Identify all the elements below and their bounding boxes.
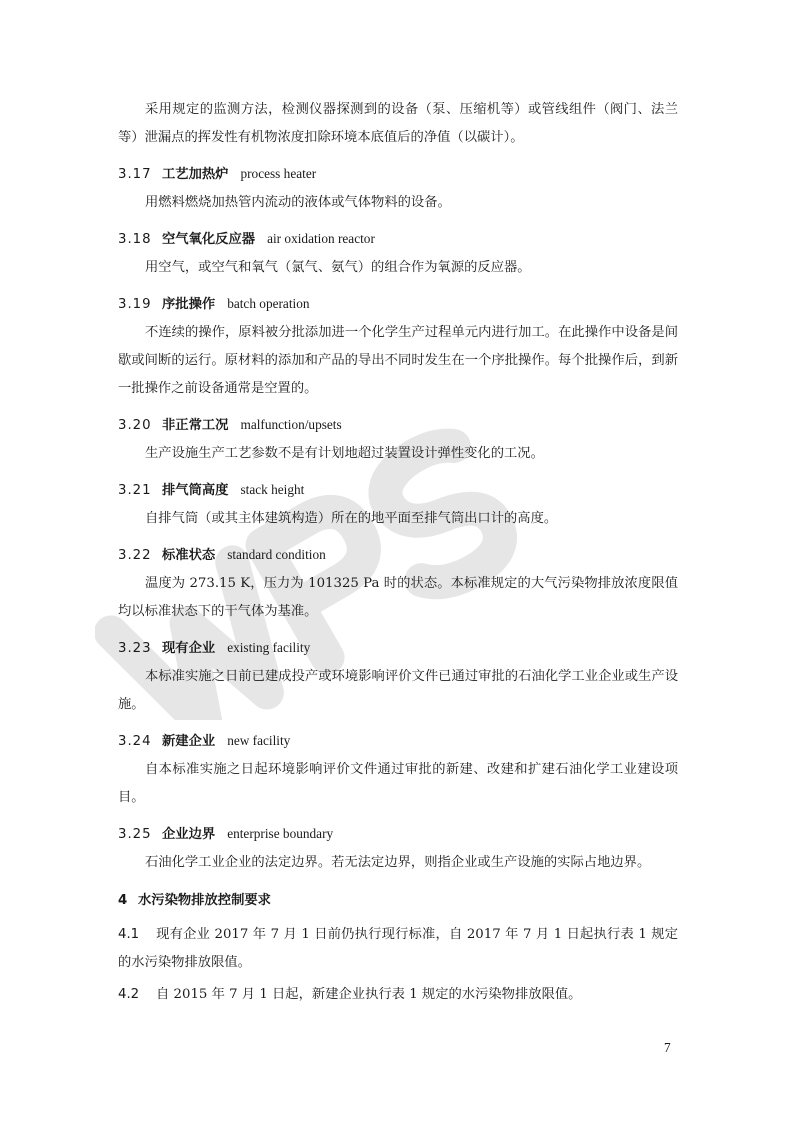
- clause-number: 4.2: [118, 987, 140, 1002]
- definition-number: 3.25: [118, 827, 152, 842]
- definition-3-18: [118, 229, 678, 282]
- definition-3-19: [118, 294, 678, 403]
- definition-heading: [118, 731, 678, 752]
- definition-heading: [118, 164, 678, 185]
- clause-body: 自 2015 年 7 月 1 日起，新建企业执行表 1 规定的水污染物排放限值。: [156, 987, 582, 1002]
- definition-english: stack height: [240, 482, 305, 497]
- definition-body: 石油化学工业企业的法定边界。若无法定边界，则指企业或生产设施的实际占地边界。: [145, 855, 651, 870]
- definition-term: 工艺加热炉: [162, 167, 229, 182]
- page-number: 7: [664, 1040, 671, 1055]
- definition-term: 非正常工况: [162, 418, 229, 433]
- section-title: 水污染物排放控制要求: [138, 893, 271, 908]
- definition-english: batch operation: [227, 296, 310, 311]
- definition-english: new facility: [227, 733, 291, 748]
- definition-number: 3.17: [118, 167, 152, 182]
- definition-number: 3.20: [118, 418, 152, 433]
- definition-3-23: [118, 638, 678, 719]
- definition-body: 用空气，或空气和氧气（氯气、氨气）的组合作为氧源的反应器。: [145, 260, 531, 275]
- intro-paragraph: 采用规定的监测方法，检测仪器探测到的设备（泵、压缩机等）或管线组件（阀门、法兰等）泄漏点的挥发性有机物浓度扣除环境本底值后的净值（以碳计）。: [118, 102, 678, 145]
- definition-body: 本标准实施之日前已建成投产或环境影响评价文件已通过审批的石油化学工业企业或生产设施。: [118, 669, 678, 712]
- definition-term: 序批操作: [162, 297, 216, 312]
- clause-4-1: [118, 921, 678, 977]
- definition-term: 标准状态: [162, 548, 216, 563]
- definition-english: existing facility: [227, 640, 311, 655]
- definition-english: air oxidation reactor: [267, 231, 375, 246]
- section-heading: [118, 891, 678, 911]
- definition-english: enterprise boundary: [227, 826, 334, 841]
- definition-heading: [118, 229, 678, 250]
- definition-3-20: [118, 415, 678, 468]
- definition-term: 空气氧化反应器: [162, 232, 256, 247]
- definition-english: process heater: [240, 166, 317, 181]
- section-number: 4: [118, 893, 128, 908]
- definition-heading: [118, 294, 678, 315]
- definition-number: 3.19: [118, 297, 152, 312]
- definition-body: 自本标准实施之日起环境影响评价文件通过审批的新建、改建和扩建石油化学工业建设项目。: [118, 762, 678, 805]
- document-body: [118, 96, 678, 1009]
- definition-number: 3.24: [118, 734, 152, 749]
- definition-heading: [118, 638, 678, 659]
- definition-number: 3.21: [118, 483, 152, 498]
- definition-3-25: [118, 824, 678, 877]
- definition-number: 3.22: [118, 548, 152, 563]
- definition-heading: [118, 480, 678, 501]
- clause-4-2: [118, 981, 678, 1009]
- definition-body: 温度为 273.15 K，压力为 101325 Pa 时的状态。本标准规定的大气污染物排放浓度限值均以标准状态下的干气体为基准。: [118, 576, 678, 619]
- definition-term: 企业边界: [162, 827, 216, 842]
- definition-heading: [118, 415, 678, 436]
- definition-term: 现有企业: [162, 641, 216, 656]
- definition-3-22: [118, 545, 678, 626]
- definition-term: 新建企业: [162, 734, 216, 749]
- definition-number: 3.23: [118, 641, 152, 656]
- definition-english: standard condition: [227, 547, 326, 562]
- definition-heading: [118, 545, 678, 566]
- definition-3-21: [118, 480, 678, 533]
- definition-body: 不连续的操作，原料被分批添加进一个化学生产过程单元内进行加工。在此操作中设备是间歇或间断的运行。原材料的添加和产品的导出不同时发生在一个序批操作。每个批操作后，到新一批操作之前设备通常是空置的。: [118, 325, 678, 396]
- definition-3-24: [118, 731, 678, 812]
- definition-3-17: [118, 164, 678, 217]
- definition-number: 3.18: [118, 232, 152, 247]
- definition-body: 生产设施生产工艺参数不是有计划地超过装置设计弹性变化的工况。: [145, 446, 544, 461]
- definition-heading: [118, 824, 678, 845]
- clause-number: 4.1: [118, 927, 140, 942]
- definition-body: 用燃料燃烧加热管内流动的液体或气体物料的设备。: [145, 195, 451, 210]
- clause-body: 现有企业 2017 年 7 月 1 日前仍执行现行标准，自 2017 年 7 月 1 日起执行表 1 规定的水污染物排放限值。: [118, 927, 678, 970]
- definition-english: malfunction/upsets: [240, 417, 342, 432]
- definition-body: 自排气筒（或其主体建筑构造）所在的地平面至排气筒出口计的高度。: [145, 511, 558, 526]
- definition-term: 排气筒高度: [162, 483, 229, 498]
